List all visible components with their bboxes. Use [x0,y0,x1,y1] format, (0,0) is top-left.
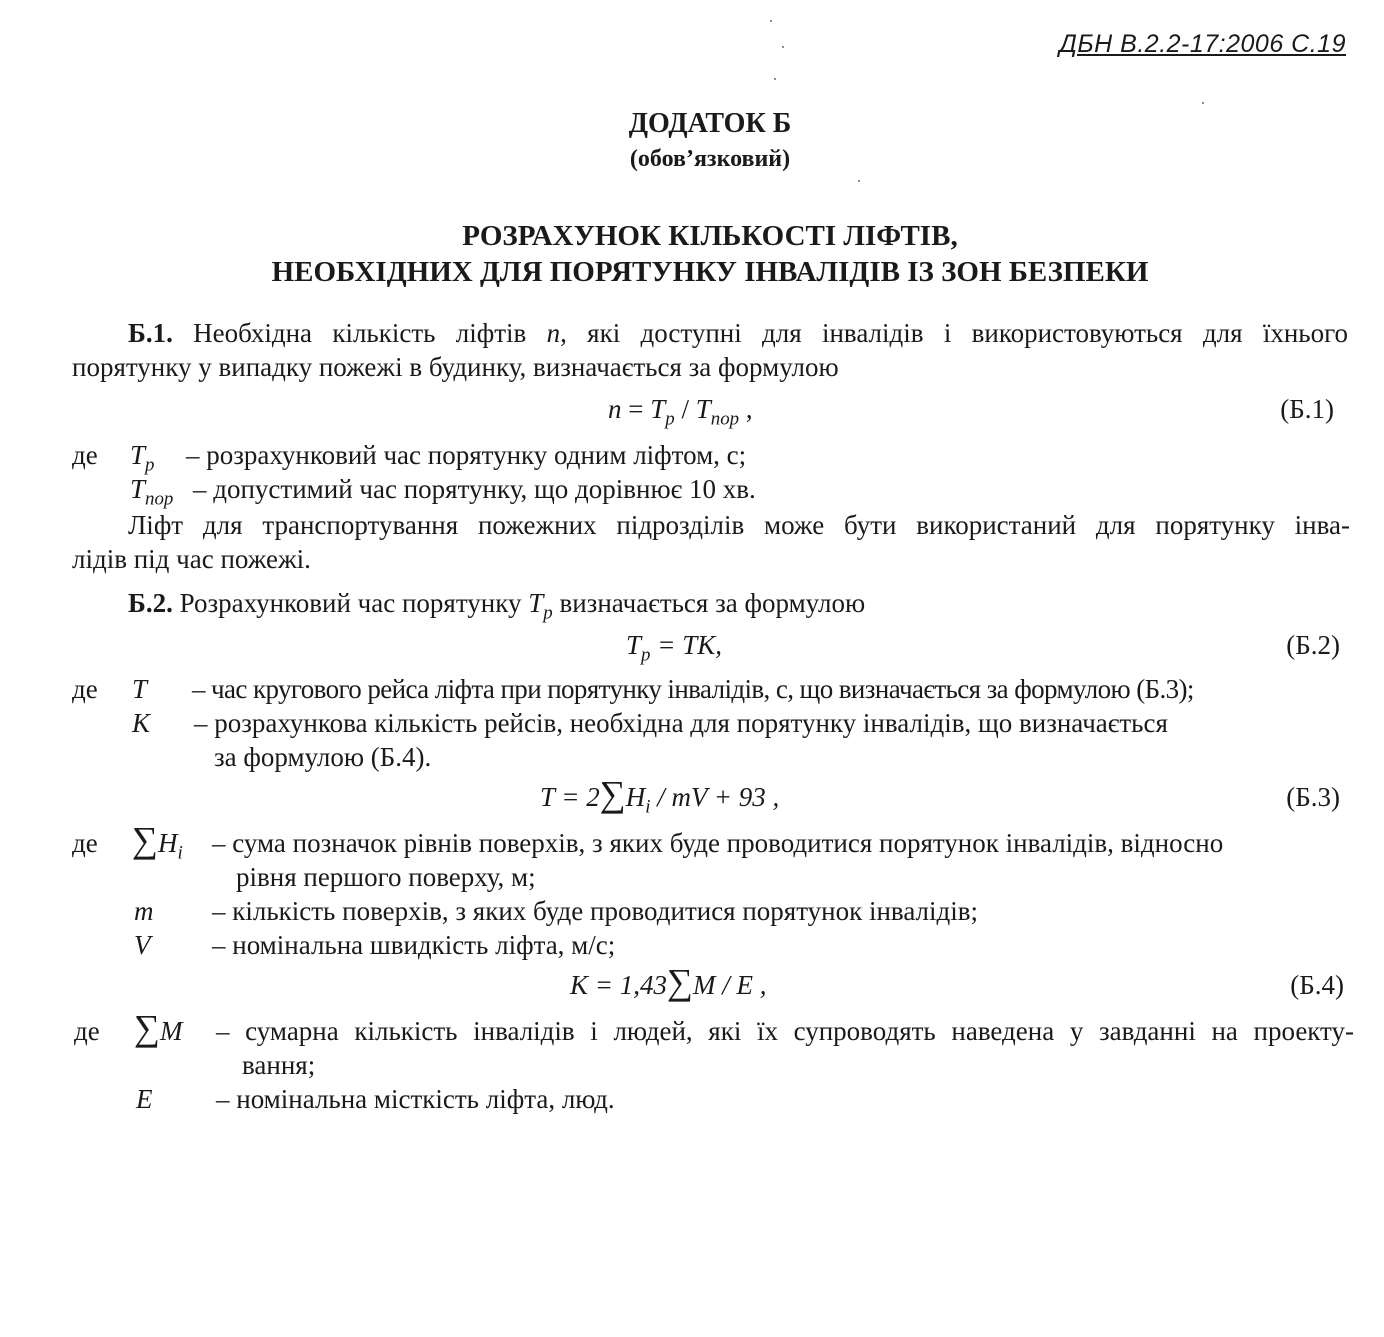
where-label: де [72,440,98,470]
def-text: – сума позначок рівнів поверхів, з яких буде проводитися порятунок інвалідів, відносно [212,828,1224,858]
b1-paragraph-line1 [128,318,1348,349]
b2-label: Б.2. [128,588,173,618]
b2-paragraph-line1 [128,588,866,624]
b1-text-a: Необхідна кількість ліфтів [193,318,527,348]
where-label: де [74,1016,100,1046]
section-title-line1: РОЗРАХУНОК КІЛЬКОСТІ ЛІФТІВ, [462,220,958,252]
def-symbol: $\sum H_i$ [132,820,183,864]
formula-op: , [745,394,753,424]
scan-speck [858,180,860,182]
def-symbol: T [132,674,148,704]
scan-speck [774,78,776,80]
formula-b3: $T = 2\sum H_i$ / mV + 93 , [540,774,780,818]
def-symbol: K [132,708,151,738]
formula-sub: p [665,408,675,430]
b2-text-b: визначається за формулою [559,588,866,618]
def-text-continued: вання; [242,1050,316,1080]
b1-note-line1: Ліфт для транспортування пожежних підрозділів може бути використаний для порятунку інва- [128,510,1350,540]
b2-text-a: Розрахунковий час порятунку [179,588,522,618]
formula-number-b2: (Б.2) [1286,630,1340,660]
def-text: – номінальна швидкість ліфта, м/с; [212,930,616,960]
def-text: – допустимий час порятунку, що дорівнює 10 хв. [193,474,756,504]
def-text: – час кругового рейса ліфта при порятунку інвалідів, с, що визначається за формулою (Б.3); [192,674,1194,704]
formula-number-b4: (Б.4) [1290,970,1344,1000]
b1-text-b: , які доступні для інвалідів і використовуються для їхнього [560,318,1349,348]
def-symbol: ∑M [134,1008,183,1048]
def-symbol: $T_p$ [130,440,155,476]
scan-speck [782,46,784,48]
def-text-continued: рівня першого поверху, м; [236,862,536,892]
scan-speck [770,20,772,22]
formula-number-b3: (Б.3) [1286,782,1340,812]
b1-label: Б.1. [128,318,173,348]
formula-b4: K = 1,43∑M / E , [570,962,767,1002]
def-symbol: E [136,1084,153,1114]
def-text: – розрахунковий час порятунку одним ліфтом, с; [186,440,747,470]
document-reference: ДБН В.2.2-17:2006 С.19 [1059,30,1346,58]
formula-b1 [608,394,753,430]
def-symbol: V [134,930,151,960]
formula-b2: $T_p$ = TK, [626,630,722,666]
def-text: – кількість поверхів, з яких буде проводитися порятунок інвалідів; [212,896,979,926]
appendix-title: ДОДАТОК Б [628,108,792,139]
formula-var: T [695,394,711,424]
scan-speck [1202,102,1204,104]
formula-sub: пор [710,408,740,430]
formula-var: T [650,394,666,424]
formula-var: n [608,394,622,424]
formula-op: / [681,394,689,424]
section-title-line2: НЕОБХІДНИХ ДЛЯ ПОРЯТУНКУ ІНВАЛІДІВ ІЗ ЗОН БЕЗПЕКИ [271,256,1149,288]
where-label: де [72,674,98,704]
sigma-symbol: ∑ [666,962,693,1002]
formula-number-b1: (Б.1) [1280,394,1334,424]
where-label: де [72,828,98,858]
appendix-subtitle: (обов’язковий) [629,146,791,172]
b1-var-n: n [546,318,561,348]
formula-op: = [628,394,644,424]
def-text: – сумарна кількість інвалідів і людей, які їх супроводять наведена у завданні на проекту- [216,1016,1354,1046]
b1-note-line2: лідів під час пожежі. [72,544,311,574]
b2-symbol: $T_p$ [528,588,553,624]
b1-paragraph-line2: порятунку у випадку пожежі в будинку, визначається за формулою [72,352,839,382]
sigma-symbol: ∑ [599,774,626,814]
def-symbol: m [134,896,154,926]
def-text-continued: за формулою (Б.4). [214,742,432,772]
def-text: – розрахункова кількість рейсів, необхідна для порятунку інвалідів, що визначається [194,708,1168,738]
def-text: – номінальна місткість ліфта, люд. [216,1084,615,1114]
def-symbol: $T_{пор}$ [130,474,174,510]
